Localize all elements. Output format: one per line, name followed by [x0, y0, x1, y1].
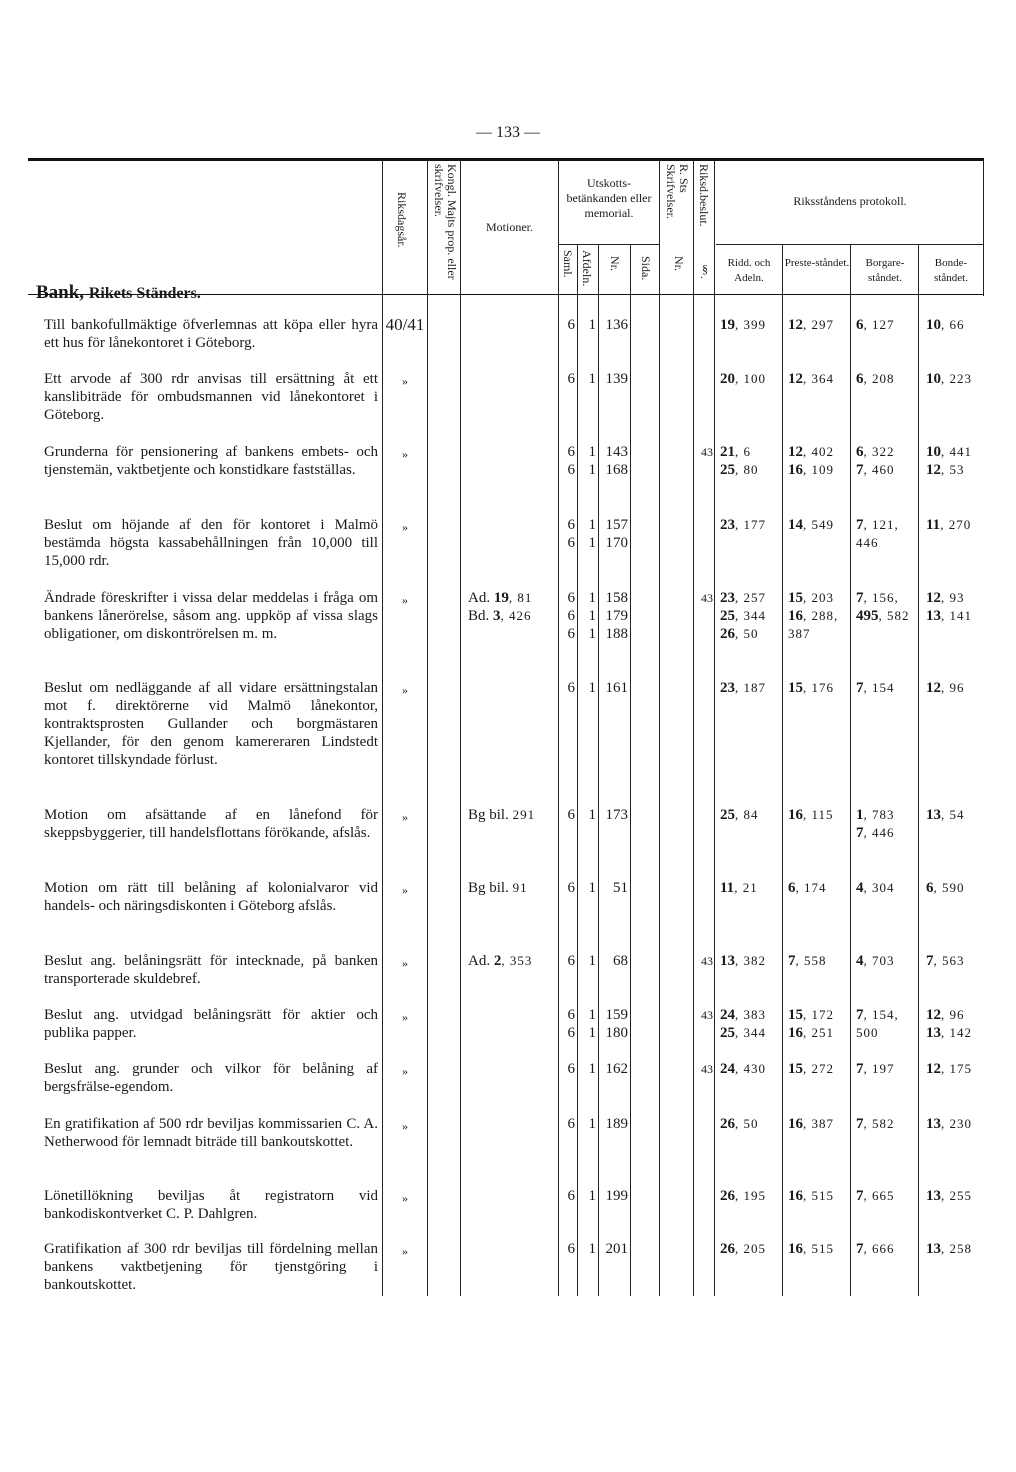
row-paragraph: 43	[701, 591, 713, 605]
header-protokoll: Riksståndens protokoll.	[793, 194, 907, 208]
row-afdeln: 1	[588, 371, 596, 387]
row-saml: 6	[567, 535, 575, 551]
row-bonde: 12, 53	[926, 462, 965, 478]
row-preste: 16, 115	[788, 807, 834, 823]
row-description: Beslut ang. grunder och vilkor för belåning af bergsfrälse-egendom.	[44, 1061, 378, 1095]
row-preste: 12, 402	[788, 444, 834, 460]
row-borgare: 7, 665	[856, 1188, 895, 1204]
row-saml: 6	[567, 608, 575, 624]
row-paragraph: 43	[701, 1062, 713, 1076]
col-line	[918, 244, 919, 1296]
row-bonde: 10, 66	[926, 317, 965, 333]
row-year: »	[402, 1244, 408, 1258]
row-nr: 189	[605, 1116, 628, 1132]
row-afdeln: 1	[588, 1188, 596, 1204]
row-bonde: 13, 142	[926, 1025, 972, 1041]
row-ridd: 25, 344	[720, 608, 766, 624]
header-kongl: Kongl. Majts prop. eller skrifvelser.	[432, 164, 459, 280]
row-description: Beslut ang. belåningsrätt för intecknade, på banken transporterade skuldebref.	[44, 953, 378, 987]
col-line	[427, 160, 428, 1296]
row-year: »	[402, 374, 408, 388]
row-borgare: 7, 666	[856, 1241, 895, 1257]
row-description: Beslut om nedläggande af all vidare ersättningstalan mot f. direktörerne vid Malmö lånekontor, kontraktsprosten Gullander och borgmästaren Kjellander, för den genom kamereraren Lindstedt kontoret tillskyndade förlust.	[44, 680, 378, 768]
row-preste: 7, 558	[788, 953, 827, 969]
col-line	[598, 244, 599, 1296]
row-preste: 16, 251	[788, 1025, 834, 1041]
row-saml: 6	[567, 680, 575, 696]
row-description: En gratifikation af 500 rdr beviljas kommissarien C. A. Netherwood för lemnadt biträde till bankoutskottet.	[44, 1116, 378, 1150]
row-saml: 6	[567, 371, 575, 387]
utskott-subrule	[559, 244, 659, 245]
row-nr: 188	[605, 626, 628, 642]
row-ridd: 19, 399	[720, 317, 766, 333]
header-afdeln: Afdeln.	[580, 250, 594, 287]
row-ridd: 25, 84	[720, 807, 759, 823]
row-bonde: 12, 93	[926, 590, 965, 606]
row-borgare: 4, 703	[856, 953, 895, 969]
row-preste: 15, 203	[788, 590, 834, 606]
section-title-main: Bank,	[36, 282, 85, 303]
header-rsts-nr: Nr.	[672, 256, 686, 271]
header-sida: Sida.	[639, 256, 653, 281]
row-nr: 136	[605, 317, 628, 333]
col-line	[577, 244, 578, 1296]
row-bonde: 10, 441	[926, 444, 972, 460]
row-description: Ändrade föreskrifter i vissa delar meddelas i fråga om bankens lånerörelse, såsom ang. uppköp af vissa slags obligationer, om diskontrörelsen m. m.	[44, 590, 378, 642]
row-afdeln: 1	[588, 317, 596, 333]
row-ridd: 25, 80	[720, 462, 759, 478]
row-bonde: 12, 96	[926, 680, 965, 696]
row-afdeln: 1	[588, 880, 596, 896]
row-year: »	[402, 683, 408, 697]
row-saml: 6	[567, 953, 575, 969]
row-ridd: 23, 257	[720, 590, 766, 606]
row-preste: 12, 364	[788, 371, 834, 387]
row-bonde: 12, 175	[926, 1061, 972, 1077]
row-year: »	[402, 593, 408, 607]
row-borgare: 6, 322	[856, 444, 895, 460]
row-borgare: 7, 154	[856, 680, 895, 696]
row-ridd: 24, 383	[720, 1007, 766, 1023]
row-preste: 14, 549	[788, 517, 834, 533]
col-line	[714, 160, 715, 1296]
row-preste: 16, 288,	[788, 608, 839, 624]
row-bonde: 13, 54	[926, 807, 965, 823]
row-ridd: 25, 344	[720, 1025, 766, 1041]
row-saml: 6	[567, 1241, 575, 1257]
row-description: Motion om rätt till belåning af kolonialvaror vid handels- och näringsdiskonten i Göteborg afslås.	[44, 880, 378, 914]
row-afdeln: 1	[588, 444, 596, 460]
row-description: Motion om afsättande af en lånefond för skeppsbyggerier, till handelsflottans förökande, afslås.	[44, 807, 378, 841]
header-nr: Nr.	[608, 256, 622, 271]
row-year: »	[402, 956, 408, 970]
row-nr: 161	[605, 680, 628, 696]
row-bonde: 10, 223	[926, 371, 972, 387]
row-borgare: 500	[856, 1025, 879, 1040]
header-saml: Saml.	[561, 250, 575, 278]
col-line	[850, 244, 851, 1296]
row-description: Beslut om höjande af den för kontoret i Malmö bestämda högsta kassabehållningen från 10,000 till 15,000 rdr.	[44, 517, 378, 569]
row-nr: 201	[605, 1241, 628, 1257]
row-saml: 6	[567, 1007, 575, 1023]
row-ridd: 23, 177	[720, 517, 766, 533]
row-preste: 16, 387	[788, 1116, 834, 1132]
row-nr: 180	[605, 1025, 628, 1041]
row-nr: 179	[605, 608, 628, 624]
row-description: Grunderna för pensionering af bankens embets- och tjenstemän, vaktbetjente och konstidkare fastställas.	[44, 444, 378, 478]
header-rsts: R. Sts Skrifvelser.	[664, 164, 691, 219]
row-motion: Ad. 19, 81	[468, 590, 533, 606]
row-saml: 6	[567, 462, 575, 478]
row-preste: 15, 176	[788, 680, 834, 696]
row-saml: 6	[567, 1188, 575, 1204]
row-saml: 6	[567, 317, 575, 333]
col-line	[983, 160, 984, 296]
row-ridd: 21, 6	[720, 444, 751, 460]
row-ridd: 13, 382	[720, 953, 766, 969]
row-preste: 15, 172	[788, 1007, 834, 1023]
row-afdeln: 1	[588, 608, 596, 624]
row-ridd: 23, 187	[720, 680, 766, 696]
row-saml: 6	[567, 1061, 575, 1077]
row-afdeln: 1	[588, 807, 596, 823]
row-motion: Bg bil. 91	[468, 880, 528, 896]
row-description: Gratifikation af 300 rdr beviljas till fördelning mellan bankens vaktbetjening för tjenstgöring i bankoutskottet.	[44, 1241, 378, 1293]
row-borgare: 446	[856, 535, 879, 550]
row-nr: 51	[613, 880, 628, 896]
row-preste: 6, 174	[788, 880, 827, 896]
row-borgare: 495, 582	[856, 608, 910, 624]
row-bonde: 12, 96	[926, 1007, 965, 1023]
row-saml: 6	[567, 444, 575, 460]
row-borgare: 7, 582	[856, 1116, 895, 1132]
row-nr: 173	[605, 807, 628, 823]
row-year: 40/41	[385, 315, 425, 334]
header-motioner: Motioner.	[486, 220, 533, 234]
row-paragraph: 43	[701, 954, 713, 968]
row-year: »	[402, 1119, 408, 1133]
row-year: »	[402, 810, 408, 824]
row-afdeln: 1	[588, 517, 596, 533]
col-line	[630, 244, 631, 1296]
section-title	[36, 282, 201, 304]
row-nr: 170	[605, 535, 628, 551]
row-nr: 143	[605, 444, 628, 460]
top-rule	[28, 158, 984, 161]
row-preste: 16, 109	[788, 462, 834, 478]
row-ridd: 24, 430	[720, 1061, 766, 1077]
row-saml: 6	[567, 517, 575, 533]
row-nr: 68	[613, 953, 628, 969]
row-ridd: 26, 50	[720, 626, 759, 642]
row-bonde: 13, 141	[926, 608, 972, 624]
row-afdeln: 1	[588, 1007, 596, 1023]
row-ridd: 20, 100	[720, 371, 766, 387]
col-line	[659, 160, 660, 1296]
row-bonde: 13, 258	[926, 1241, 972, 1257]
row-borgare: 7, 197	[856, 1061, 895, 1077]
row-bonde: 11, 270	[926, 517, 972, 533]
row-year: »	[402, 520, 408, 534]
row-saml: 6	[567, 807, 575, 823]
row-borgare: 7, 156,	[856, 590, 899, 606]
row-afdeln: 1	[588, 626, 596, 642]
row-afdeln: 1	[588, 1061, 596, 1077]
row-paragraph: 43	[701, 445, 713, 459]
row-preste: 16, 515	[788, 1188, 834, 1204]
row-afdeln: 1	[588, 1025, 596, 1041]
row-borgare: 6, 127	[856, 317, 895, 333]
section-subtitle: Rikets Ständers.	[88, 285, 201, 302]
row-afdeln: 1	[588, 1241, 596, 1257]
row-afdeln: 1	[588, 535, 596, 551]
row-year: »	[402, 447, 408, 461]
row-motion: Bg bil. 291	[468, 807, 536, 823]
row-nr: 199	[605, 1188, 628, 1204]
row-paragraph: 43	[701, 1008, 713, 1022]
header-riksd-beslut: Riksd.beslut.	[697, 164, 711, 227]
header-utskott: Utskotts-betänkanden eller memorial.	[566, 176, 652, 220]
row-afdeln: 1	[588, 680, 596, 696]
row-borgare: 7, 446	[856, 825, 895, 841]
row-description: Lönetillökning beviljas åt registratorn vid bankodiskontverket C. P. Dahlgren.	[44, 1188, 378, 1222]
header-borgare: Borgare-ståndet.	[865, 257, 905, 284]
row-nr: 162	[605, 1061, 628, 1077]
row-ridd: 26, 50	[720, 1116, 759, 1132]
row-description: Beslut ang. utvidgad belåningsrätt för aktier och publika papper.	[44, 1007, 378, 1041]
header-bonde: Bonde-ståndet.	[934, 257, 968, 284]
row-saml: 6	[567, 626, 575, 642]
row-preste: 12, 297	[788, 317, 834, 333]
row-year: »	[402, 1191, 408, 1205]
row-bonde: 13, 230	[926, 1116, 972, 1132]
row-description: Till bankofullmäktige öfverlemnas att köpa eller hyra ett hus för lånekontoret i Göteborg.	[44, 317, 378, 351]
row-ridd: 11, 21	[720, 880, 758, 896]
row-motion: Ad. 2, 353	[468, 953, 533, 969]
header-ridd: Ridd. och Adeln.	[727, 257, 771, 284]
header-riksdagsar: Riksdagsår.	[395, 192, 409, 248]
row-bonde: 6, 590	[926, 880, 965, 896]
row-motion: Bd. 3, 426	[468, 608, 532, 624]
col-line	[782, 244, 783, 1296]
row-nr: 158	[605, 590, 628, 606]
row-borgare: 7, 121,	[856, 517, 899, 533]
row-afdeln: 1	[588, 953, 596, 969]
row-preste: 15, 272	[788, 1061, 834, 1077]
row-afdeln: 1	[588, 590, 596, 606]
row-description: Ett arvode af 300 rdr anvisas till ersättning åt ett kanslibiträde för ombudsmannen vid lånekontoret i Göteborg.	[44, 371, 378, 423]
row-saml: 6	[567, 880, 575, 896]
row-year: »	[402, 1010, 408, 1024]
row-ridd: 26, 195	[720, 1188, 766, 1204]
row-borgare: 6, 208	[856, 371, 895, 387]
col-line	[693, 160, 694, 1296]
row-nr: 159	[605, 1007, 628, 1023]
page-number: — 133 —	[476, 124, 540, 141]
row-nr: 168	[605, 462, 628, 478]
row-preste: 16, 515	[788, 1241, 834, 1257]
row-borgare: 1, 783	[856, 807, 895, 823]
row-saml: 6	[567, 590, 575, 606]
row-year: »	[402, 883, 408, 897]
row-borgare: 7, 460	[856, 462, 895, 478]
row-afdeln: 1	[588, 462, 596, 478]
header-paragraph: §.	[698, 262, 712, 279]
row-borgare: 7, 154,	[856, 1007, 899, 1023]
row-ridd: 26, 205	[720, 1241, 766, 1257]
row-saml: 6	[567, 1025, 575, 1041]
col-line	[460, 160, 461, 1296]
row-preste: 387	[788, 626, 811, 641]
row-bonde: 13, 255	[926, 1188, 972, 1204]
row-afdeln: 1	[588, 1116, 596, 1132]
row-bonde: 7, 563	[926, 953, 965, 969]
row-nr: 139	[605, 371, 628, 387]
row-year: »	[402, 1064, 408, 1078]
header-preste: Preste-ståndet.	[784, 257, 850, 269]
row-saml: 6	[567, 1116, 575, 1132]
row-borgare: 4, 304	[856, 880, 895, 896]
row-nr: 157	[605, 517, 628, 533]
